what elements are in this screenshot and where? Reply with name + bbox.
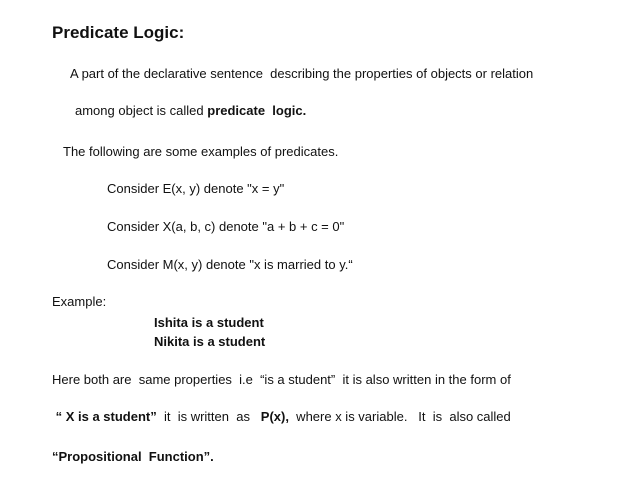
example-label: Example: <box>52 294 107 309</box>
explanation-line-1: Here both are same properties i.e “is a student” it is also written in the form of <box>52 372 511 387</box>
example-predicate-m: Consider M(x, y) denote "x is married to y.“ <box>107 257 353 272</box>
example-sentence-ishita: Ishita is a student <box>154 315 264 330</box>
slide-title: Predicate Logic: <box>52 23 185 42</box>
example-predicate-x: Consider X(a, b, c) denote "a + b + c = 0" <box>107 219 345 234</box>
explanation-line-2-end: where x is variable. It is also called <box>288 409 511 424</box>
explanation-line-2-mid: it is written as <box>156 409 261 424</box>
px-notation: P(x), <box>260 409 289 424</box>
predicate-logic-term: predicate logic. <box>207 103 307 118</box>
definition-line-2 <box>75 103 306 119</box>
examples-intro: The following are some examples of predicates. <box>63 144 339 159</box>
example-predicate-e: Consider E(x, y) denote "x = y" <box>107 181 285 196</box>
definition-line-2-text: among object is called <box>75 103 208 118</box>
propositional-function-term: “Propositional Function”. <box>52 449 214 464</box>
example-sentence-nikita: Nikita is a student <box>154 334 266 349</box>
definition-line-1: A part of the declarative sentence describing the properties of objects or relation <box>70 66 534 81</box>
x-is-a-student-phrase: “ X is a student” <box>52 409 157 424</box>
explanation-line-2 <box>52 409 511 425</box>
